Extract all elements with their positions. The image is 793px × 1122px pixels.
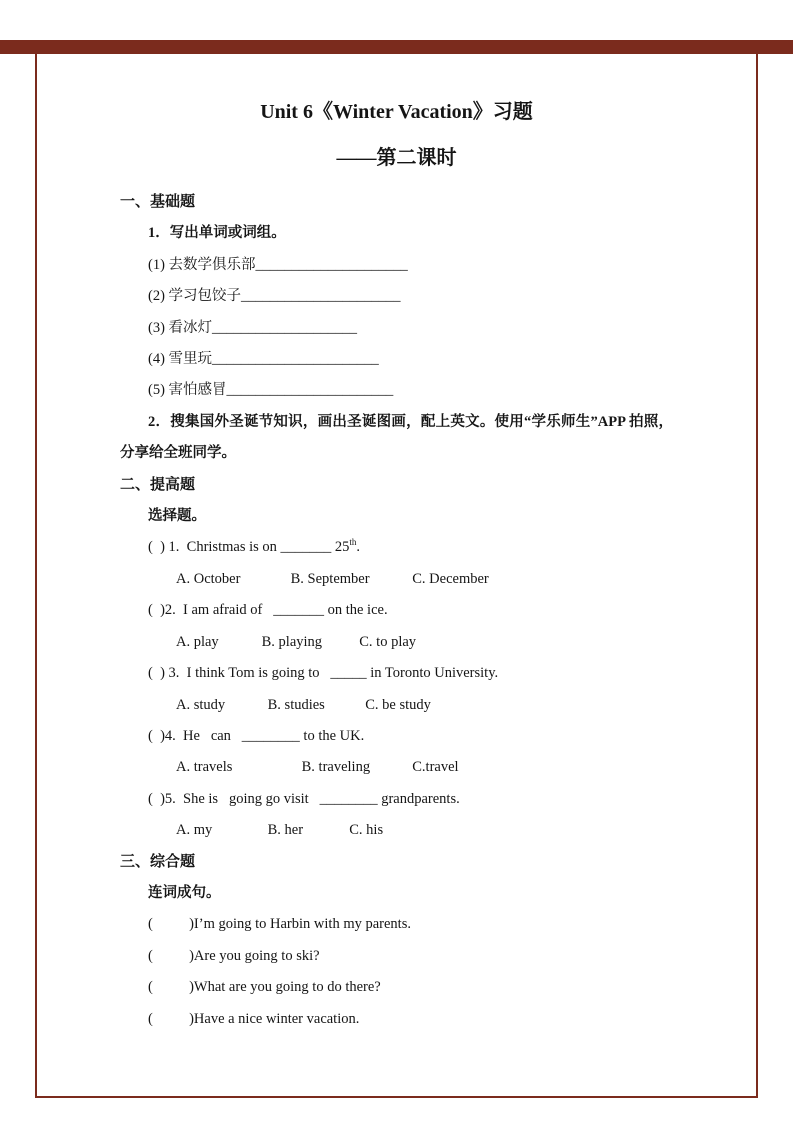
page-border-left: [35, 54, 37, 1098]
section-basic-heading: 一、基础题: [120, 194, 196, 210]
page-subtitle: ——第二课时: [336, 147, 457, 169]
question-stem-2: [120, 595, 673, 626]
page-title: Unit 6《Winter Vacation》习题: [260, 101, 533, 123]
page-border-top: [0, 40, 793, 54]
option-c: C. his: [349, 822, 384, 839]
options-row-1: [120, 564, 673, 595]
option-a: A. my: [176, 822, 213, 839]
question-text-end: .: [356, 539, 361, 556]
sentence-item-4: ( )Have a nice winter vacation.: [148, 1010, 360, 1027]
option-b: B. playing: [261, 633, 323, 650]
options-row-4: [120, 752, 673, 783]
question-text: ( )5. She is going go visit ________ grandparents.: [148, 790, 460, 807]
section-advanced-heading: 二、提高题: [120, 476, 196, 493]
option-c: C. December: [412, 570, 489, 587]
question-text: ( ) 1. Christmas is on _______ 25: [148, 539, 350, 556]
sentence-item-2: ( )Are you going to ski?: [148, 947, 320, 964]
option-a: A. study: [176, 696, 226, 713]
fill-item-4: (4) 雪里玩_______________________: [148, 351, 379, 368]
option-b: B. studies: [267, 696, 325, 713]
question-text: ( )4. He can ________ to the UK.: [148, 727, 365, 744]
option-b: B. September: [290, 570, 370, 587]
fill-item-3: (3) 看冰灯____________________: [148, 319, 358, 336]
option-b: B. traveling: [301, 759, 371, 776]
sentence-item-1: ( )I’m going to Harbin with my parents.: [148, 916, 411, 933]
options-row-3: [120, 690, 673, 721]
question-stem-5: [120, 784, 673, 815]
option-c: C.travel: [412, 759, 459, 776]
fill-item-2: (2) 学习包饺子______________________: [148, 288, 401, 305]
options-row-5: [120, 815, 673, 846]
sentence-item-3: ( )What are you going to do there?: [148, 979, 381, 996]
option-b: B. her: [267, 822, 304, 839]
comprehensive-subheading: 连词成句。: [148, 884, 221, 901]
question-text: ( )2. I am afraid of _______ on the ice.: [148, 602, 388, 619]
option-a: A. October: [176, 570, 241, 587]
question-stem-4: [120, 721, 673, 752]
fill-item-5: (5) 害怕感冒_______________________: [148, 382, 394, 399]
option-a: A. travels: [176, 759, 233, 776]
question-stem-3: [120, 658, 673, 689]
worksheet-content: [120, 97, 673, 1035]
section-comprehensive-heading: 三、综合题: [120, 853, 196, 870]
option-c: C. to play: [359, 633, 417, 650]
options-row-2: [120, 627, 673, 658]
option-c: C. be study: [365, 696, 431, 713]
page-border-right: [756, 54, 758, 1098]
ordinal-suffix: th: [349, 537, 357, 548]
question-stem-1: [120, 532, 673, 563]
page-border-bottom: [35, 1096, 758, 1098]
fill-item-1: (1) 去数学俱乐部_____________________: [148, 256, 408, 273]
option-a: A. play: [176, 633, 219, 650]
task2-text: 2．搜集国外圣诞节知识，画出圣诞图画，配上英文。使用“学乐师生”APP 拍照，分享给全班同学。: [120, 413, 673, 462]
task1-label: 1．写出单词或词组。: [148, 225, 286, 242]
question-text: ( ) 3. I think Tom is going to _____ in Toronto University.: [148, 665, 499, 682]
advanced-subheading: 选择题。: [148, 508, 206, 525]
